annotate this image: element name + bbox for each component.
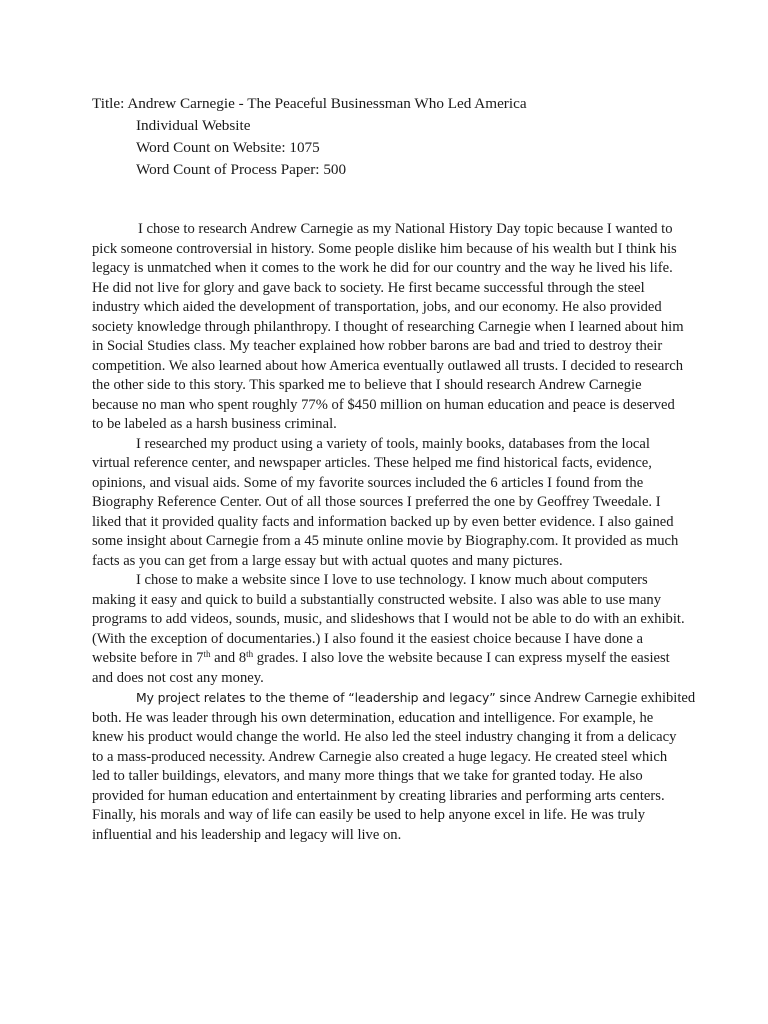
paragraph-line: I chose to research Andrew Carnegie as my National History Day topic because I wanted to [138,221,673,237]
paragraph-line: (With the exception of documentaries.) I also found it the easiest choice because I have done a [92,630,643,647]
paragraph-line: because no man who spent roughly 77% of $450 million on human education and peace is deserved [92,396,675,413]
document-title: Title: Andrew Carnegie - The Peaceful Businessman Who Led America [92,95,527,112]
paragraph-line: competition. We also learned about how America eventually outlawed all trusts. I decided to research [92,357,684,374]
paragraph-line [92,688,696,709]
paragraph-line: in Social Studies class. My teacher explained how robber barons are bad and tried to destroy their [92,338,663,354]
text-run: website before in 7 [92,650,204,666]
paragraph-line: and does not cost any money. [92,669,264,686]
entry-category: Individual Website [136,117,251,134]
text-run: Andrew Carnegie exhibited [531,690,696,706]
paragraph-line: virtual reference center, and newspaper articles. These helped me find historical facts, evidence, [92,455,652,471]
ordinal-suffix: th [203,649,211,659]
ordinal-suffix: th [246,649,254,659]
paragraph-line: He did not live for glory and gave back to society. He first became successful through the steel [92,279,645,296]
paragraph-line: to be labeled as a harsh business criminal. [92,416,337,432]
paragraph-line: the other side to this story. This sparked me to believe that I should research Andrew Carnegie [92,377,642,393]
paragraph-line: society knowledge through philanthropy. I thought of researching Carnegie when I learned about him [92,318,684,335]
paragraph-line: legacy is unmatched when it comes to the work he did for our country and the way he lived his life. [92,260,673,276]
paragraph-line: making it easy and quick to build a substantially constructed website. I also was able to use many [92,591,662,608]
paragraph-website-choice [92,571,685,688]
paragraph-line: pick someone controversial in history. Some people dislike him because of his wealth but I think his [92,240,677,257]
paragraph-line [92,649,682,669]
text-run: and 8 [210,650,247,666]
text-run-alt-font: My project relates to the theme of “leadership and legacy” since [136,690,532,705]
text-run: grades. I also love the website because I can express myself the easiest [253,650,670,666]
process-paper-body [92,220,696,845]
paragraph-line: to a mass-produced necessity. Andrew Carnegie also created a huge legacy. He created steel which [92,748,668,765]
paragraph-line: knew his product would change the world. He also led the steel industry changing it from a delicacy [92,729,677,745]
paragraph-line: industry which aided the development of transportation, jobs, and our economy. He also provided [92,299,662,315]
paragraph-line: opinions, and visual aids. Some of my favorite sources included the 6 articles I found from the [92,474,644,491]
website-word-count: Word Count on Website: 1075 [136,139,320,156]
paragraph-theme-connection [92,688,696,845]
paragraph-line: led to taller buildings, elevators, and many more things that we take for granted today. He also [92,768,643,784]
paragraph-line: Biography Reference Center. Out of all those sources I preferred the one by Geoffrey Tweedale. I [92,494,661,510]
paragraph-line: both. He was leader through his own determination, education and intelligence. For example, he [92,709,654,726]
paragraph-line: liked that it provided quality facts and information backed up by even better evidence. I also gained [92,513,674,530]
paragraph-line: I researched my product using a variety of tools, mainly books, databases from the local [136,435,650,452]
paragraph-line: some insight about Carnegie from a 45 minute online movie by Biography.com. It provided as much [92,533,679,549]
paragraph-research-sources [92,435,682,572]
paper-word-count: Word Count of Process Paper: 500 [136,161,347,178]
paragraph-line: I chose to make a website since I love to use technology. I know much about computers [136,572,648,588]
paragraph-line: influential and his leadership and legacy will live on. [92,826,402,843]
paragraph-line: Finally, his morals and way of life can easily be used to help anyone excel in life. He was truly [92,807,646,823]
paragraph-line: provided for human education and entertainment by creating libraries and performing arts centers. [92,787,665,804]
paragraph-topic-choice [92,220,682,435]
paragraph-line: programs to add videos, sounds, music, and slideshows that I would not be able to do with an exhibit. [92,611,685,627]
document-header [92,93,527,181]
paragraph-line: facts as you can get from a large essay but with actual quotes and many pictures. [92,552,563,569]
